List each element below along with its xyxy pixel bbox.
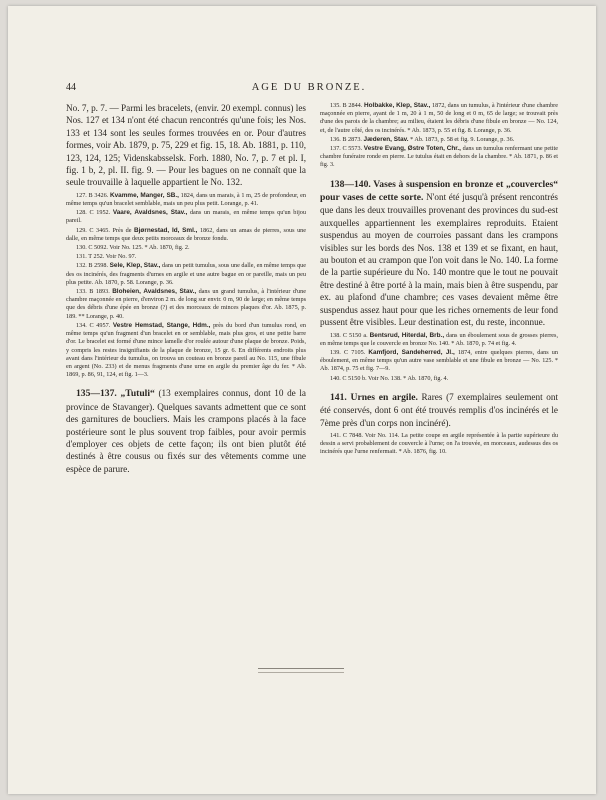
section-heading: 135—137. „Tutuli“ [76, 388, 155, 400]
place-name: Vestre Evang, Østre Toten, Chr., [363, 145, 461, 153]
bracelets-paragraph: No. 7, p. 7. — Parmi les bracelets, (envir. 20 exempl. connus) les Nos. 127 et 134 n'ont été chacun rencontrés qu'une fois; les Nos. 133 et 134 sont les seules formes trouvées en or. Pour d'autres formes, voir Ab. 1879, p. 75, 229 et fig. 15, 18. Ab. 1881, p. 110, 123, 124, 125; Videnskabsselsk. Forh. 1880, No. 7, p. 7 et pl. I, fig. 1 b, 2, pl. II. fig. 9. — Pour les bagues on ne connaît que la seule trouvaille à laquelle appartient le No. 132. [66, 103, 306, 188]
section-138-140: 138—140. Vases à suspension en bronze et „couvercles“ pour vases de cette sorte. N'ont été jusqu'à présent rencontrés que dans les deux trouvailles provenant des provinces du sud-est auxquelles appartiennent les exemplaires reproduits. Etaient suspendus au moyen de courroies passant dans les crampons visibles sur les bords des Nos. 138 et 139 et se fixant, en haut, au bouton et au crampon que l'on voit dans le No. 140. La forme de la partie supérieure du No. 140 montre que le tout ne pouvait être destiné à être porté à la main, mais bien à être suspendu, par ex. au plafond d'une chambre; ces vases devaient même être suspendus assez haut pour que les riches ornements de leur fond pussent être visibles. Leur destination est, du reste, inconnue. [320, 178, 558, 328]
right-column [320, 102, 558, 458]
entry-140: 140. C 5150 b. Voir No. 138. * Ab. 1870, fig. 4. [330, 374, 449, 382]
place-name: Holbakke, Klep, Stav., [364, 102, 431, 109]
place-name: Vestre Hemstad, Stange, Hdm., [112, 321, 211, 329]
section-divider [258, 672, 344, 673]
entry-141: 141. C 7848. Voir No. 114. La petite coupe en argile représentée à la partie supérieure du dessin a servi probablement de couvercle à l'urne; on l'a trouvée, en morceaux, audessus des os incinérés que l'urne renfermait. * Ab. 1876, fig. 10. [320, 431, 558, 456]
place-name: Bentsrud, Hiterdal, Brb., [369, 331, 445, 339]
entry-127: 127. B 3426. Kvamme, Manger, SB., 1824, dans un marais, à 1 m, 25 de profondeur, en même temps qu'un bracelet semblable, mais un peu plus petit. Lorange, p. 41. [66, 191, 307, 208]
entry-133: 133. B 1893. Bloheien, Avaldsnes, Stav., dans un grand tumulus, à l'intérieur d'une chambre maçonnée en pierre, d'environ 2 m. de long sur envir. 0 m, 90 de large; en même temps que des débris d'une épée en bronze (?) et des morceaux de minces plaques d'or. Ab. 1875, p. 189. ** Lorange, p. 40. [66, 288, 306, 320]
section-divider [258, 668, 344, 669]
section-heading: 138—140. Vases à suspension en bronze et „couvercles“ pour vases de cette sorte. [320, 178, 558, 204]
place-name: Vaare, Avaldsnes, Stav., [112, 209, 188, 217]
entry-135: 135. B 2844. Holbakke, Klep, Stav., 1872, dans un tumulus, à l'intérieur d'une chambre maçonnée en pierre, ayant de 1 m, 20 à 1 m, 50 de long et 0 m, 65 de large; se trouvait près d'une des parois de la chambre; au milieu, étaient les débris d'une fibule en bronze — No. 124, et, de l'autre côté, des os incinérés. * Ab. 1873, p. 55 et fig. 8. Lorange, p. 36. [320, 102, 558, 134]
place-name: Bjørnestad, Id, Sml., [134, 226, 198, 234]
entry-129: 129. C 3465. Près de Bjørnestad, Id, Sml., 1862, dans un amas de pierres, sous une dalle, en même temps que deux petits morceaux de bronze fondu. [66, 226, 307, 242]
page-number: 44 [66, 82, 76, 93]
section-135-137: 135—137. „Tutuli“ (13 exemplaires connus, dont 10 de la province de Stavanger). Quelques savants admettent que ce sont des garnitures de boucliers. Mais les crampons placés à la face postérieure sont le plus souvent trop faibles, pour avoir permis d'employer ces objets de cette façon; ils ont bien plutôt été destinés à être cousus ou fixés sur des vêtements comme une espèce de parure. [66, 388, 307, 474]
left-column [66, 102, 306, 478]
place-name: Kvamme, Manger, SB., [110, 191, 179, 199]
entry-130: 130. C 5092. Voir No. 125. * Ab. 1870, fig. 2. [76, 244, 190, 252]
section-141: 141. Urnes en argile. Rares (7 exemplaires seulement ont été conservés, dont 6 ont été trouvés remplis d'os incinérés et le 7ème près d'un corps non incinéré). [320, 391, 558, 428]
page-header [66, 82, 552, 96]
entry-131: 131. T 252. Voir No. 97. [76, 253, 137, 261]
entry-137: 137. C 5573. Vestre Evang, Østre Toten, Chr., dans un tumulus renfermant une petite chambre funéraire ronde en pierre. Le tutulus était en dehors de la chambre. * Ab. 1871, p. 86 et fig. 3. [320, 145, 559, 169]
place-name: Jæderen, Stav. [363, 135, 409, 143]
place-name: Sele, Klep, Stav., [109, 262, 161, 270]
entry-139: 139. C 7105. Kamfjord, Sandeherred, Jl., 1874, entre quelques pierres, dans un éboulement, en même temps qu'un autre vase semblable et une fibule en bronze — No. 125. * Ab. 1874, p. 75 et fig. 7—9. [320, 348, 558, 373]
running-title: AGE DU BRONZE. [251, 82, 367, 93]
entry-134: 134. C 4957. Vestre Hemstad, Stange, Hdm., près du bord d'un tumulus rond, en même temps qu'un fragment d'un bracelet en or semblable, mais plus gros, et une petite barre d'or. Le bracelet est formé d'une mince lamelle d'or roulée autour d'une plaque de bronze. Poids, y compris les restes insignifiants de la plaque de bronze, 15 gr. 6. En différents endroits plus avant dans l'intérieur du tumulus, on trouva un couteau en bronze pareil au No. 115, une fibule en argent (No. 233) et de menus fragments d'une urne en argile du premier âge du fer. * Ab. 1869, p. 86, 91, 124, et fig. 1—3. [66, 321, 306, 379]
book-page [8, 6, 596, 794]
entry-128: 128. C 1952. Vaare, Avaldsnes, Stav., dans un marais, en même temps qu'un bijou pareil. [66, 209, 306, 225]
entry-138: 138. C 5150 a. Bentsrud, Hiterdal, Brb., dans un éboulement sous de grosses pierres, en même temps que le couvercle en bronze No. 140. * Ab. 1870, p. 74 et fig. 4. [320, 331, 559, 347]
entry-136: 136. B 2873. Jæderen, Stav. * Ab. 1873, p. 58 et fig. 9. Lorange, p. 36. [330, 135, 515, 143]
place-name: Kamfjord, Sandeherred, Jl., [368, 348, 455, 356]
section-heading: 141. Urnes en argile. [330, 391, 418, 403]
place-name: Bloheien, Avaldsnes, Stav., [112, 288, 197, 296]
entry-132: 132. B 2598. Sele, Klep, Stav., dans un petit tumulus, sous une dalle, en même temps que des os incinérés, des fragments d'urnes en argile et une autre bague en or pareille, mais un peu plus petite. Ab. 1870, p. 58. Lorange, p. 36. [66, 262, 306, 286]
